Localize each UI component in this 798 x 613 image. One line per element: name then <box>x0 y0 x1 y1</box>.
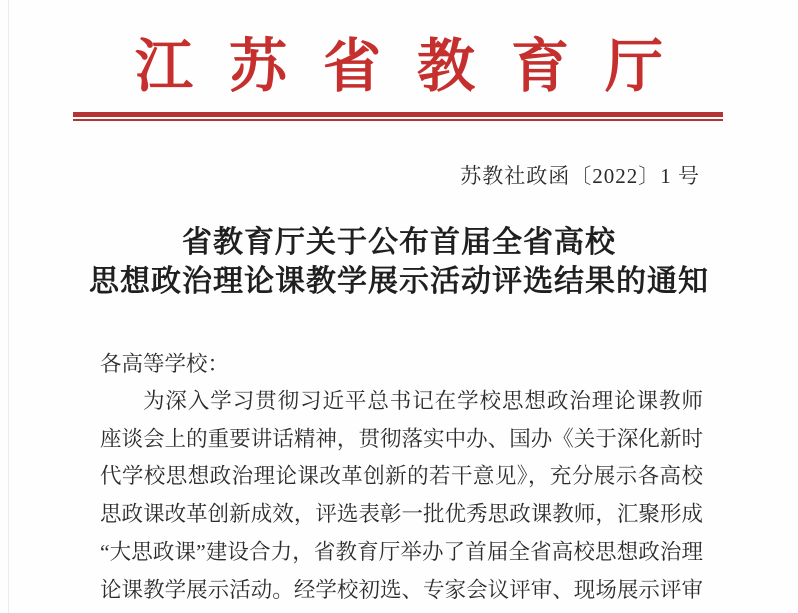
body-line-6: 论课教学展示活动。经学校初选、专家会议评审、现场展示评审 <box>100 577 703 602</box>
letterhead-divider <box>73 112 723 121</box>
divider-thick-line <box>73 112 723 117</box>
body-line-2: 座谈会上的重要讲话精神，贯彻落实中办、国办《关于深化新时 <box>100 426 703 451</box>
divider-thin-line <box>73 119 723 121</box>
body-line-1: 为深入学习贯彻习近平总书记在学校思想政治理论课教师 <box>143 389 703 413</box>
body-line-4: 思政课改革创新成效，评选表彰一批优秀思政课教师，汇聚形成 <box>100 502 703 527</box>
letterhead-agency-name: 江苏省教育厅 <box>134 34 699 99</box>
body-line-5: “大思政课”建设合力，省教育厅举办了首届全省高校思想政治理 <box>100 539 703 564</box>
document-title-line2: 思想政治理论课教学展示活动评选结果的通知 <box>89 265 709 298</box>
document-title-line1: 省教育厅关于公布首届全省高校 <box>182 226 616 259</box>
body-paragraph <box>100 383 703 609</box>
document-number: 苏教社政函〔2022〕1 号 <box>460 164 700 188</box>
body-line-3: 代学校思想政治理论课改革创新的若干意见》，充分展示各高校 <box>100 464 703 489</box>
document-title <box>0 223 798 301</box>
salutation: 各高等学校： <box>100 352 230 376</box>
